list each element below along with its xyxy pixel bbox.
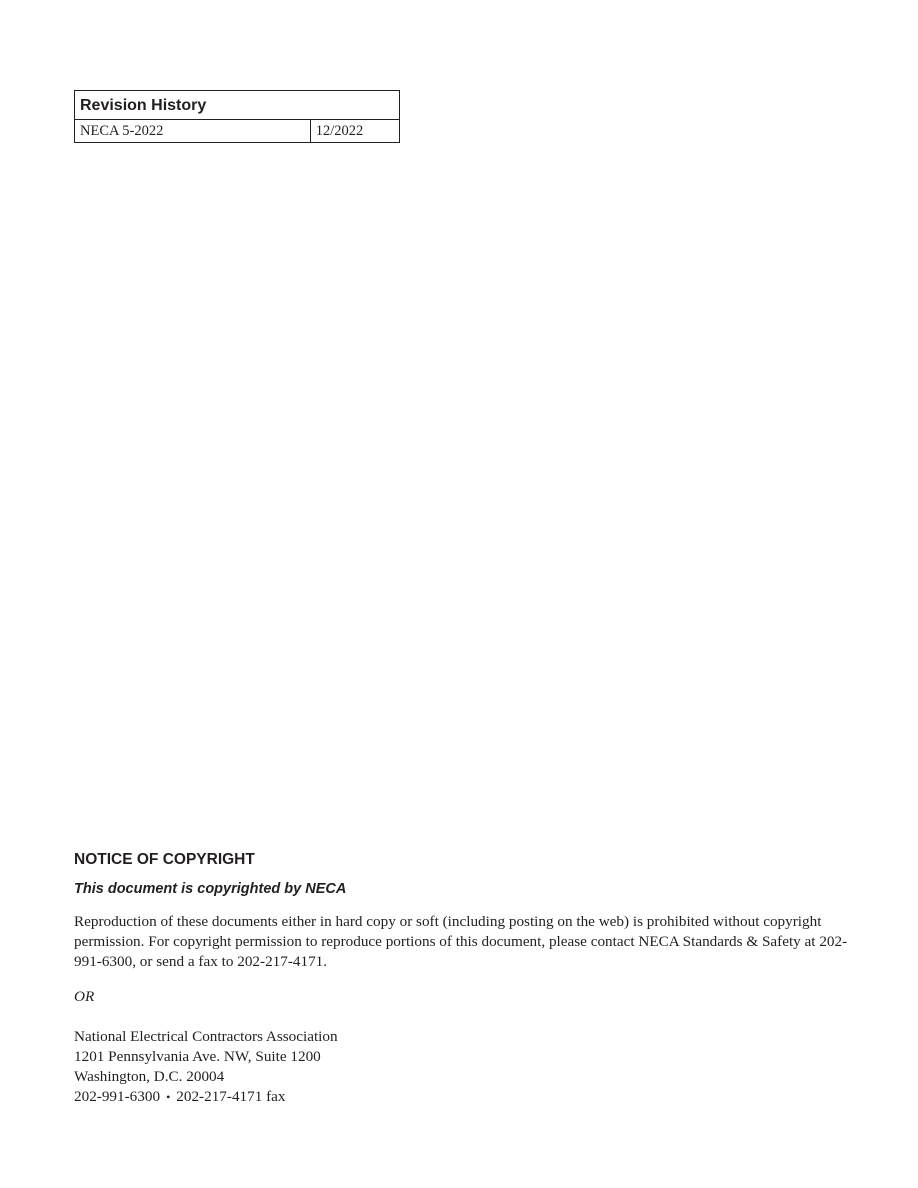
revision-history-table <box>74 90 400 143</box>
copyright-heading: NOTICE OF COPYRIGHT <box>74 851 255 868</box>
bullet-separator: • <box>166 1090 171 1104</box>
revision-document-cell: NECA 5-2022 <box>75 120 311 143</box>
address-city: Washington, D.C. 20004 <box>74 1068 225 1085</box>
address-phone: 202-991-6300 <box>74 1088 161 1105</box>
address-fax: 202-217-4171 fax <box>176 1088 286 1105</box>
copyright-body-text: Reproduction of these documents either in hard copy or soft (including posting on the web) is prohibited without copyright permission. For copyright permission to reproduce portions of this document, please contact NECA Standards & Safety at 202-991-6300, or send a fax to 202-217-4171. <box>74 913 848 970</box>
copyright-notice-section <box>74 850 854 1107</box>
revision-date-cell: 12/2022 <box>310 120 399 143</box>
address-street: 1201 Pennsylvania Ave. NW, Suite 1200 <box>74 1048 321 1065</box>
or-label: OR <box>74 988 95 1005</box>
revision-history-title: Revision History <box>75 91 400 120</box>
revision-history-header-row <box>75 91 400 120</box>
contact-address <box>74 1027 854 1107</box>
table-row <box>75 120 400 143</box>
copyright-subheading: This document is copyrighted by NECA <box>74 881 347 897</box>
address-organization: National Electrical Contractors Association <box>74 1028 338 1045</box>
address-phone-fax-line <box>74 1087 854 1107</box>
